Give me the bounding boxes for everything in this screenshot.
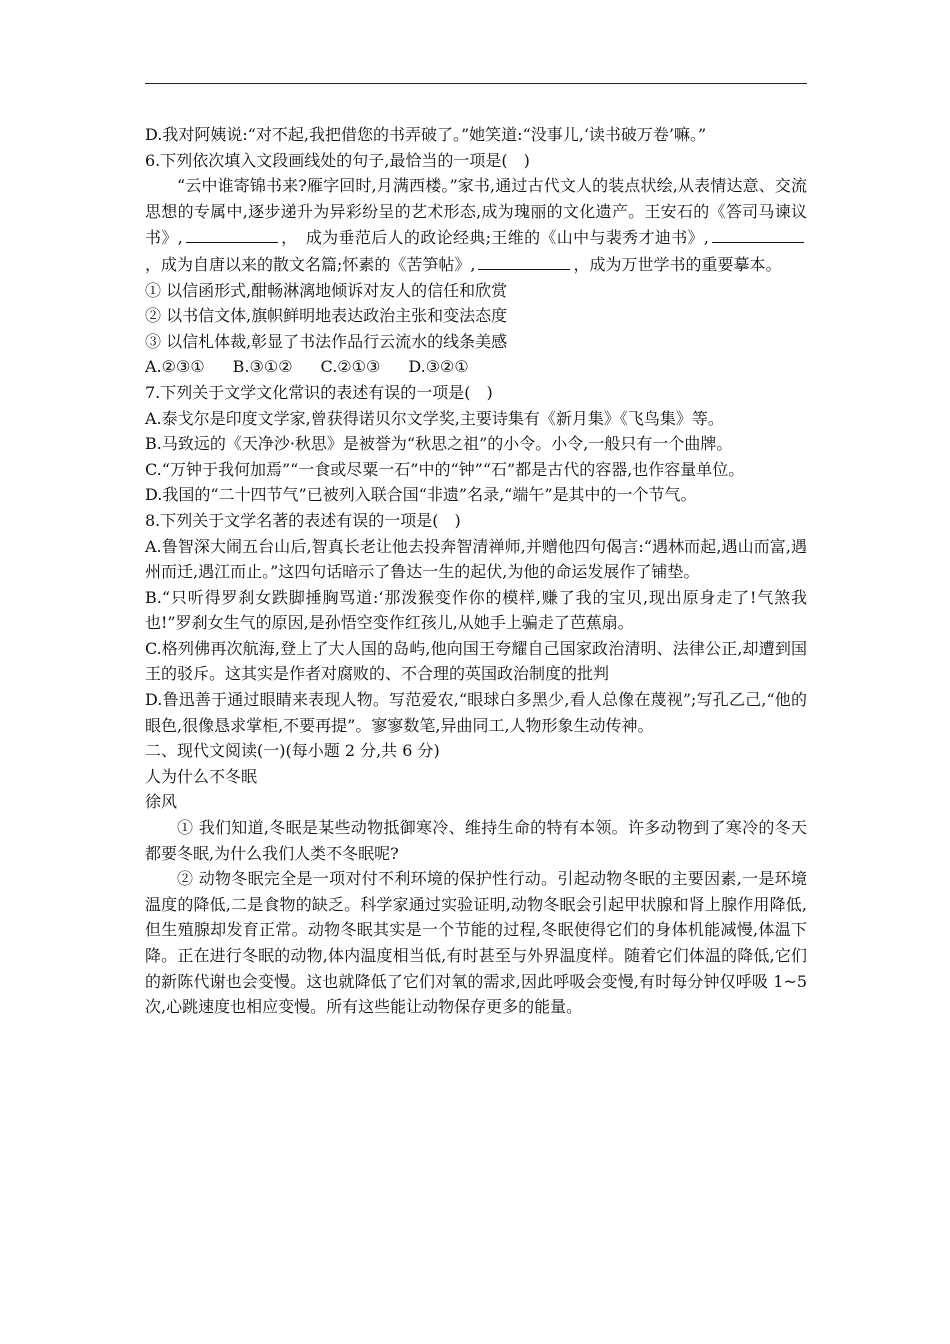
q6-option-c: C.②①③	[320, 357, 381, 377]
page-content	[145, 122, 807, 1020]
blank-1	[186, 224, 278, 243]
q6-passage-c: ，成为自唐以来的散文名篇;怀素的《苦笋帖》,	[145, 254, 476, 274]
q5-option-d: D.我对阿姨说:“对不起,我把借您的书弄破了。”她笑道:“没事儿,‘读书破万卷’嘛。”	[145, 125, 707, 144]
article-title: 人为什么不冬眠	[145, 766, 258, 786]
q6-item-2: ② 以书信文体,旗帜鲜明地表达政治主张和变法态度	[145, 306, 508, 326]
q8-option-d: D.鲁迅善于通过眼睛来表现人物。写范爱农,“眼球白多黑少,看人总像在蔑视”;写孔乙己,“他的眼色,很像恳求掌柜,不要再提”。寥寥数笔,异曲同工,人物形象生动传神。	[145, 690, 807, 735]
q6-option-b: B.③①②	[232, 357, 293, 377]
blank-2	[712, 224, 804, 243]
article-paragraph-1: ① 我们知道,冬眠是某些动物抵御寒冷、维持生命的特有本领。许多动物到了寒冷的冬天都要冬眠,为什么我们人类不冬眠呢?	[145, 818, 807, 863]
q6-passage	[145, 173, 807, 277]
q6-option-a: A.②③①	[145, 357, 205, 377]
article-paragraph-2: ② 动物冬眠完全是一项对付不利环境的保护性行动。引起动物冬眠的主要因素,一是环境温度的降低,二是食物的缺乏。科学家通过实验证明,动物冬眠会引起甲状腺和肾上腺作用降低,但生殖腺却发育正常。动物冬眠其实是一个节能的过程,冬眠使得它们的身体机能减慢,体温下降。正在进行冬眠的动物,体内温度相当低,有时甚至与外界温度样。随着它们体温的降低,它们的新陈代谢也会变慢。这也就降低了它们对氧的需求,因此呼吸会变慢,有时每分钟仅呼吸 1~5 次,心跳速度也相应变慢。所有这些能让动物保存更多的能量。	[145, 869, 807, 1017]
q6-option-d: D.③②①	[408, 357, 469, 377]
q6-item-1: ① 以信函形式,酣畅淋漓地倾诉对友人的信任和欣赏	[145, 280, 508, 300]
q6-options	[145, 354, 807, 380]
q7-option-a: A.泰戈尔是印度文学家,曾获得诺贝尔文学奖,主要诗集有《新月集》《飞鸟集》等。	[145, 408, 724, 428]
section-heading: 二、现代文阅读(一)(每小题 2 分,共 6 分)	[145, 741, 440, 761]
q6-passage-b: ， 成为垂范后人的政论经典;王维的《山中与裴秀才迪书》,	[280, 228, 709, 248]
q8-option-b: B.“只听得罗刹女跌脚捶胸骂道:‘那泼猴变作你的模样,赚了我的宝贝,现出原身走了!气煞我也!”罗刹女生气的原因,是孙悟空变作红孩儿,从她手上骗走了芭蕉扇。	[145, 587, 807, 633]
article-author: 徐风	[145, 792, 178, 812]
q7-stem: 7.下列关于文学文化常识的表述有误的一项是( )	[145, 382, 493, 402]
q8-stem: 8.下列关于文学名著的表述有误的一项是( )	[145, 510, 461, 530]
q7-option-d: D.我国的“二十四节气”已被列入联合国“非遗”名录,“端午”是其中的一个节气。	[145, 485, 697, 505]
q6-passage-d: ，成为万世学书的重要摹本。	[573, 254, 782, 274]
blank-3	[478, 251, 570, 270]
header-rule	[145, 83, 807, 84]
q6-stem: 6.下列依次填入文段画线处的句子,最恰当的一项是( )	[145, 150, 530, 170]
q7-option-b: B.马致远的《天净沙·秋思》是被誉为“秋思之祖”的小令。小令,一般只有一个曲牌。	[145, 434, 733, 454]
q7-option-c: C.“万钟于我何加焉”“一食或尽粟一石”中的“钟”“石”都是古代的容器,也作容量单位。	[145, 459, 745, 479]
q6-item-3: ③ 以信札体裁,彰显了书法作品行云流水的线条美感	[145, 331, 508, 351]
q6-passage-a: “云中谁寄锦书来?雁字回时,月满西楼。”家书,通过古代文人的装点状绘,从表情达意、交流思想的专属中,逐步递升为异彩纷呈的艺术形态,成为瑰丽的文化遗产。王安石的《答司马谏议书》,	[145, 176, 807, 248]
q8-option-c: C.格列佛再次航海,登上了大人国的岛屿,他向国王夸耀自己国家政治清明、法律公正,却遭到国王的驳斥。这其实是作者对腐败的、不合理的英国政治制度的批判	[145, 638, 807, 684]
q8-option-a: A.鲁智深大闹五台山后,智真长老让他去投奔智清禅师,并赠他四句偈言:“遇林而起,遇山而富,遇州而迁,遇江而止。”这四句话暗示了鲁达一生的起伏,为他的命运发展作了铺垫。	[145, 536, 807, 582]
